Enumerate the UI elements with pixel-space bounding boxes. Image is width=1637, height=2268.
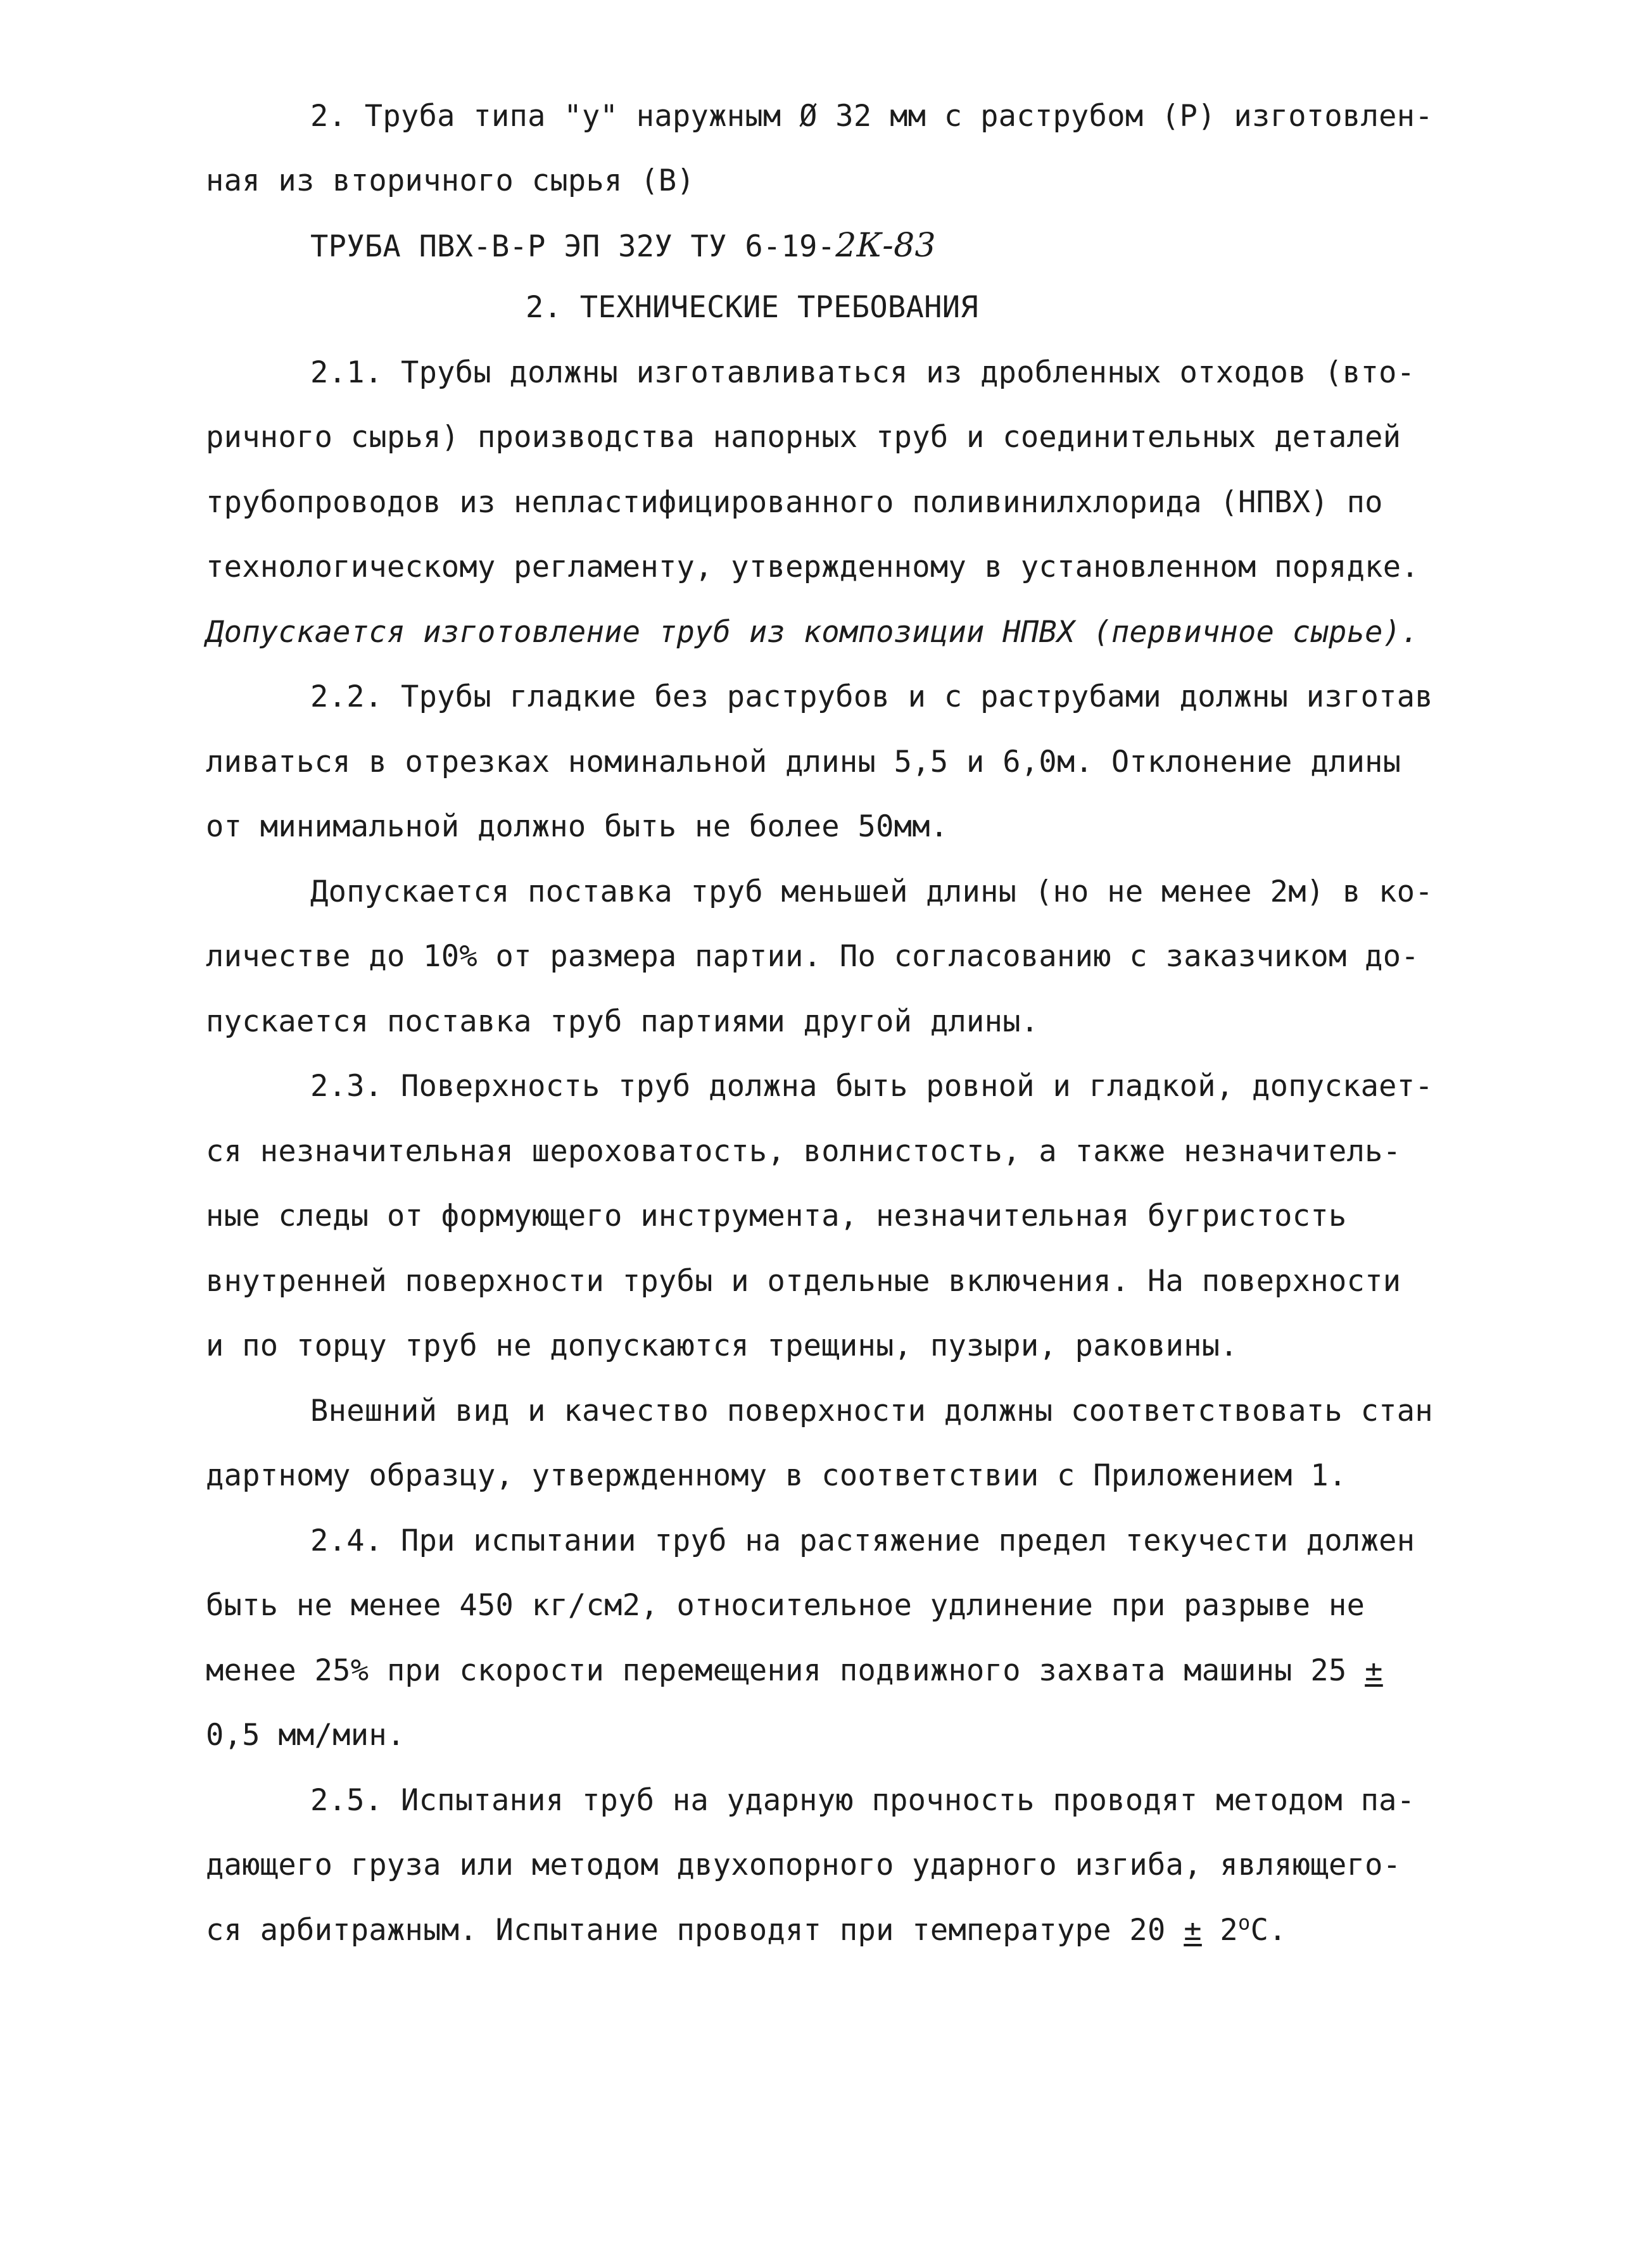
item-2-line-1: 2. Труба типа "у" наружным Ø 32 мм с раструбом (Р) изготовлен-: [310, 99, 1433, 134]
para-2-3b-line-2: дартному образцу, утвержденному в соответствии с Приложением 1.: [206, 1458, 1347, 1493]
para-2-4-line-3-text: менее 25% при скорости перемещения подвижного захвата машины 25: [206, 1653, 1365, 1688]
para-2-5-line-2: дающего груза или методом двухопорного ударного изгиба, являющего-: [206, 1848, 1401, 1882]
item-2-line-2: ная из вторичного сырья (В): [206, 163, 695, 198]
para-2-3-line-4: внутренней поверхности трубы и отдельные включения. На поверхности: [206, 1264, 1401, 1299]
para-2-5-line-3: [206, 1910, 1287, 1948]
para-2-2-line-2: ливаться в отрезках номинальной длины 5,5 и 6,0м. Отклонение длины: [206, 745, 1401, 779]
section-heading: 2. ТЕХНИЧЕСКИЕ ТРЕБОВАНИЯ: [526, 290, 978, 325]
para-2-4-line-3: [206, 1653, 1383, 1688]
handwritten-number: 2К-83: [835, 227, 936, 265]
para-2-2b-line-2: личестве до 10% от размера партии. По согласованию с заказчиком до-: [206, 939, 1419, 974]
para-2-3b-line-1: Внешний вид и качество поверхности должны соответствовать стан: [310, 1394, 1433, 1428]
para-2-1-line-2: ричного сырья) производства напорных труб и соединительных деталей: [206, 420, 1401, 455]
para-2-2b-line-3: пускается поставка труб партиями другой длины.: [206, 1004, 1039, 1039]
temperature-unit: С.: [1250, 1913, 1287, 1948]
plus-minus-sign: ±: [1184, 1913, 1202, 1948]
para-2-1-line-4: технологическому регламенту, утвержденному в установленном порядке.: [206, 550, 1419, 584]
para-2-3-line-3: ные следы от формующего инструмента, незначительная бугристость: [206, 1199, 1347, 1233]
para-2-5-line-3-text: ся арбитражным. Испытание проводят при температуре 20: [206, 1913, 1184, 1948]
designation-text: ТРУБА ПВХ-В-Р ЭП 32У ТУ 6-19-: [310, 229, 836, 264]
designation-line: [310, 227, 936, 265]
para-2-3-line-5: и по торцу труб не допускаются трещины, пузыри, раковины.: [206, 1328, 1238, 1363]
para-2-1-line-3: трубопроводов из непластифицированного поливинилхлорида (НПВХ) по: [206, 485, 1383, 520]
temperature-value: 2: [1201, 1913, 1239, 1948]
para-2-3-line-1: 2.3. Поверхность труб должна быть ровной и гладкой, допускает-: [310, 1069, 1433, 1104]
para-2-2-line-3: от минимальной должно быть не более 50мм.: [206, 809, 949, 844]
para-2-2b-line-1: Допускается поставка труб меньшей длины (но не менее 2м) в ко-: [310, 874, 1433, 909]
para-2-4-line-2: быть не менее 450 кг/см2, относительное удлинение при разрыве не: [206, 1588, 1365, 1623]
para-2-5-line-1: 2.5. Испытания труб на ударную прочность проводят методом па-: [310, 1783, 1415, 1818]
para-2-3-line-2: ся незначительная шероховатость, волнистость, а также незначитель-: [206, 1134, 1401, 1169]
degree-superscript: о: [1238, 1910, 1251, 1935]
para-2-4-line-1: 2.4. При испытании труб на растяжение предел текучести должен: [310, 1523, 1415, 1558]
plus-minus-sign: ±: [1365, 1653, 1383, 1688]
para-2-2-line-1: 2.2. Трубы гладкие без раструбов и с раструбами должны изготав: [310, 679, 1433, 714]
para-2-1-line-5: Допускается изготовление труб из композиции НПВХ (первичное сырье).: [206, 615, 1419, 650]
para-2-4-line-4: 0,5 мм/мин.: [206, 1718, 405, 1753]
para-2-1-line-1: 2.1. Трубы должны изготавливаться из дробленных отходов (вто-: [310, 355, 1415, 390]
